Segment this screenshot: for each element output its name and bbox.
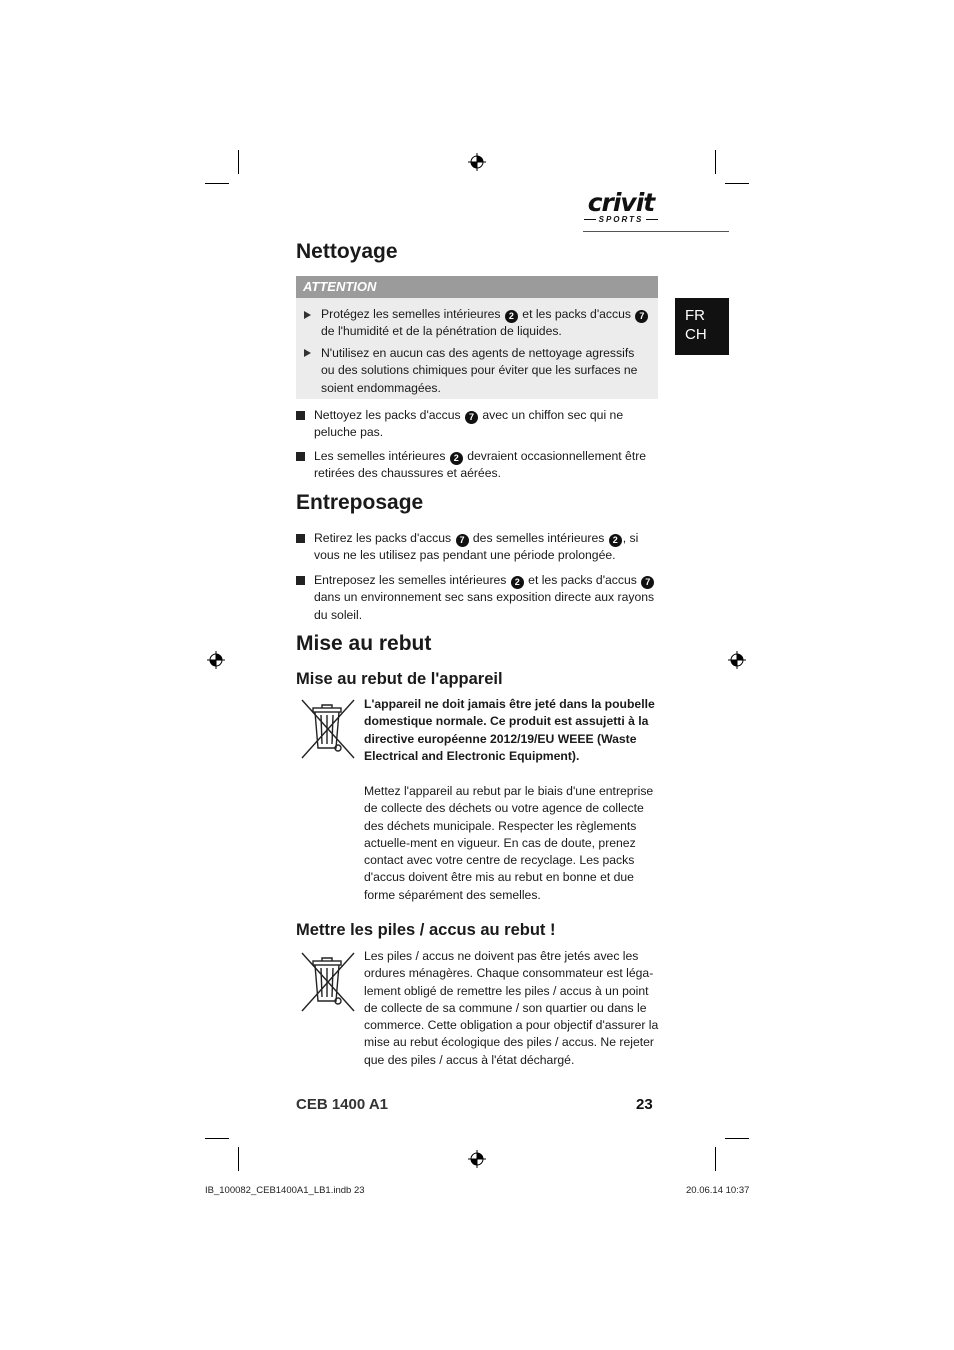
list-item: Entreposez les semelles intérieures 2 et les packs d'accus 7 dans un environnement sec sans exposition directe aux rayons du soleil. (314, 573, 655, 622)
slug-file: IB_100082_CEB1400A1_LB1.indb 23 (205, 1185, 365, 1196)
number-badge: 7 (465, 411, 478, 424)
crop-mark (715, 1147, 716, 1171)
crop-mark (238, 1147, 239, 1171)
model-number: CEB 1400 A1 (296, 1096, 388, 1113)
list-item: Nettoyez les packs d'accus 7 avec un chiffon sec qui ne peluche pas. (314, 408, 624, 440)
section-title-nettoyage: Nettoyage (296, 240, 398, 263)
number-badge: 2 (609, 534, 622, 547)
crop-mark (205, 183, 229, 184)
brand-sub: SPORTS (598, 215, 644, 224)
attention-label: ATTENTION (303, 279, 377, 294)
number-badge: 7 (635, 310, 648, 323)
number-badge: 2 (511, 576, 524, 589)
square-bullet-icon (296, 576, 305, 585)
number-badge: 2 (505, 310, 518, 323)
attention-item: Protégez les semelles intérieures 2 et les packs d'accus 7 de l'humidité et de la pénétration de liquides. (321, 306, 651, 341)
batteries-text: Les piles / accus ne doivent pas être jetés avec les ordures ménagères. Chaque consommateur est léga-lement obligé de remettre les piles / accus à un point de collecte de sa commune / son quartier ou dans le commerce. Cette obligation a pour objectif d'assurer la mise au rebut écologique des piles / accus. Ne rejeter que des piles / accus à l'état déchargé. (364, 949, 659, 1067)
crop-mark (725, 183, 749, 184)
disposal-text: Mettez l'appareil au rebut par le biais d'une entreprise de collecte des déchets ou votre agence de collecte des déchets municipale. Respecter les règlements actuelle-ment en vigueur. En cas de doute, prenez contact avec votre centre de recyclage. Les packs d'accus doivent être mis au rebut en bonne et due forme séparément des semelles. (364, 784, 654, 902)
language-tab-line1: FR (685, 307, 705, 324)
language-tab (675, 298, 729, 355)
subsection-title-appareil: Mise au rebut de l'appareil (296, 670, 503, 688)
brand-name: crivit (587, 188, 655, 217)
list-item: Les semelles intérieures 2 devraient occasionnellement être retirées des chaussures et aérées. (314, 449, 647, 481)
registration-mark-icon (468, 1150, 486, 1168)
number-badge: 2 (450, 452, 463, 465)
crossed-bin-icon (300, 698, 358, 760)
header-rule (583, 231, 729, 232)
number-badge: 7 (641, 576, 654, 589)
square-bullet-icon (296, 452, 305, 461)
disposal-warning: L'appareil ne doit jamais être jeté dans la poubelle domestique normale. Ce produit est assujetti à la directive européenne 2012/19/EU WEEE (Waste Electrical and Electronic Equipment). (364, 697, 655, 763)
square-bullet-icon (296, 534, 305, 543)
registration-mark-icon (468, 153, 486, 171)
crossed-bin-icon (300, 951, 358, 1013)
crop-mark (238, 150, 239, 174)
attention-box (296, 276, 658, 399)
section-title-entreposage: Entreposage (296, 491, 424, 514)
language-tab-line2: CH (685, 326, 707, 343)
crop-mark (725, 1138, 749, 1139)
attention-item: N'utilisez en aucun cas des agents de nettoyage agressifs ou des solutions chimiques pour éviter que les surfaces ne soient endommagées. (321, 346, 638, 395)
section-title-mise-au-rebut: Mise au rebut (296, 632, 432, 655)
number-badge: 7 (456, 534, 469, 547)
arrow-bullet-icon (304, 311, 311, 319)
crop-mark (205, 1138, 229, 1139)
arrow-bullet-icon (304, 349, 311, 357)
subsection-title-piles: Mettre les piles / accus au rebut ! (296, 921, 556, 939)
brand-logo (583, 188, 659, 224)
registration-mark-icon (728, 651, 746, 669)
square-bullet-icon (296, 411, 305, 420)
registration-mark-icon (207, 651, 225, 669)
page-number: 23 (636, 1096, 653, 1113)
crop-mark (715, 150, 716, 174)
slug-date: 20.06.14 10:37 (686, 1185, 750, 1196)
list-item: Retirez les packs d'accus 7 des semelles intérieures 2 , si vous ne les utilisez pas pendant une période prolongée. (314, 531, 639, 563)
attention-header (296, 276, 658, 298)
